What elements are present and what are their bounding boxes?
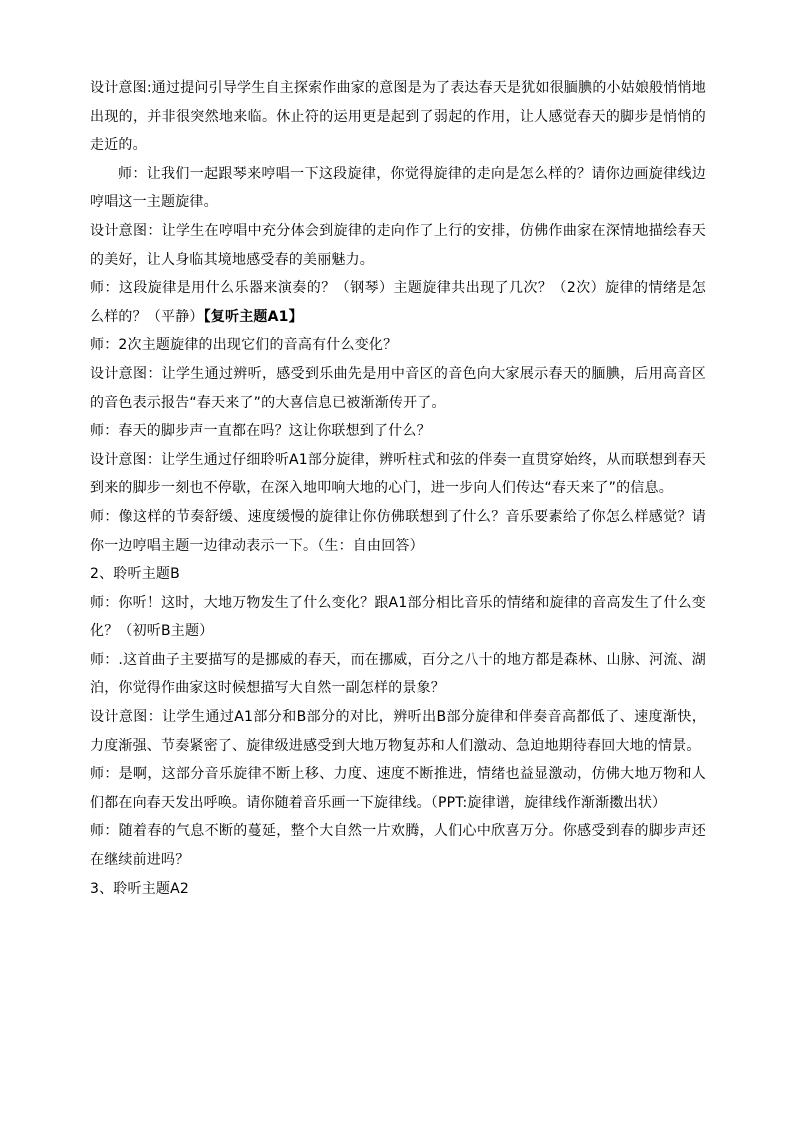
paragraph-teacher-2 — [90, 274, 706, 331]
paragraph-design-intent-5: 设计意图：让学生通过A1部分和B部分的对比，辨听出B部分旋律和伴奏音高都低了、速度渐快，力度渐强、节奏紧密了、旋律级进感受到大地万物复苏和人们激动、急迫地期待春回大地的情景。 — [90, 709, 706, 754]
paragraph-design-intent-4: 设计意图：让学生通过仔细聆听A1部分旋律，辨听柱式和弦的伴奏一直贯穿始终，从而联想到春天到来的脚步一刻也不停歇，在深入地叩响大地的心门，进一步向人们传达“春天来了”的信息。 — [90, 451, 706, 497]
paragraph-teacher-7: 师：.这首曲子主要描写的是挪威的春天，而在挪威，百分之八十的地方都是森林、山脉、河流、湖泊，你觉得作曲家这时候想描写大自然一副怎样的景象？ — [90, 651, 706, 697]
paragraph-teacher-4: 师：春天的脚步声一直都在吗？这让你联想到了什么？ — [90, 423, 431, 440]
section-heading-theme-a2: 3、聆听主题A2 — [90, 880, 189, 897]
paragraph-teacher-3: 师：2次主题旋律的出现它们的音高有什么变化？ — [90, 337, 398, 354]
paragraph-teacher-5: 师：像这样的节奏舒缓、速度缓慢的旋律让你仿佛联想到了什么？音乐要素给了你怎么样感觉？请你一边哼唱主题一边律动表示一下。（生：自由回答） — [90, 508, 706, 554]
section-heading-theme-b: 2、聆听主题B — [90, 566, 180, 583]
paragraph-teacher-1: 师：让我们一起跟琴来哼唱一下这段旋律，你觉得旋律的走向是怎么样的？请你边画旋律线边哼唱这一主题旋律。 — [90, 165, 706, 211]
paragraph-teacher-2-text: 师：这段旋律是用什么乐器来演奏的？（钢琴）主题旋律共出现了几次？（2次）旋律的情绪是怎么样的？（平静） — [90, 280, 706, 325]
paragraph-design-intent-2: 设计意图：让学生在哼唱中充分体会到旋律的走向作了上行的安排，仿佛作曲家在深情地描绘春天的美好，让人身临其境地感受春的美丽魅力。 — [90, 222, 706, 268]
paragraph-teacher-6: 师：你听！这时，大地万物发生了什么变化？跟A1部分相比音乐的情绪和旋律的音高发生了什么变化？（初听B主题） — [90, 594, 706, 640]
replay-theme-a1-label: 【复听主题A1】 — [203, 308, 303, 325]
paragraph-design-intent-1: 设计意图:通过提问引导学生自主探索作曲家的意图是为了表达春天是犹如很腼腆的小姑娘般悄悄地出现的，并非很突然地来临。休止符的运用更是起到了弱起的作用，让人感觉春天的脚步是悄悄的走近的。 — [90, 80, 706, 154]
paragraph-design-intent-3: 设计意图：让学生通过辨听，感受到乐曲先是用中音区的音色向大家展示春天的腼腆，后用高音区的音色表示报告“春天来了”的大喜信息已被渐渐传开了。 — [90, 365, 706, 411]
paragraph-teacher-8: 师：是啊，这部分音乐旋律不断上移、力度、速度不断推进，情绪也益显激动，仿佛大地万物和人们都在向春天发出呼唤。请你随着音乐画一下旋律线。（PPT:旋律谱，旋律线作渐渐擞出状） — [90, 766, 706, 811]
document-body — [90, 74, 706, 903]
paragraph-teacher-9: 师：随着春的气息不断的蔓延，整个大自然一片欢腾，人们心中欣喜万分。你感受到春的脚步声还在继续前进吗？ — [90, 823, 706, 869]
